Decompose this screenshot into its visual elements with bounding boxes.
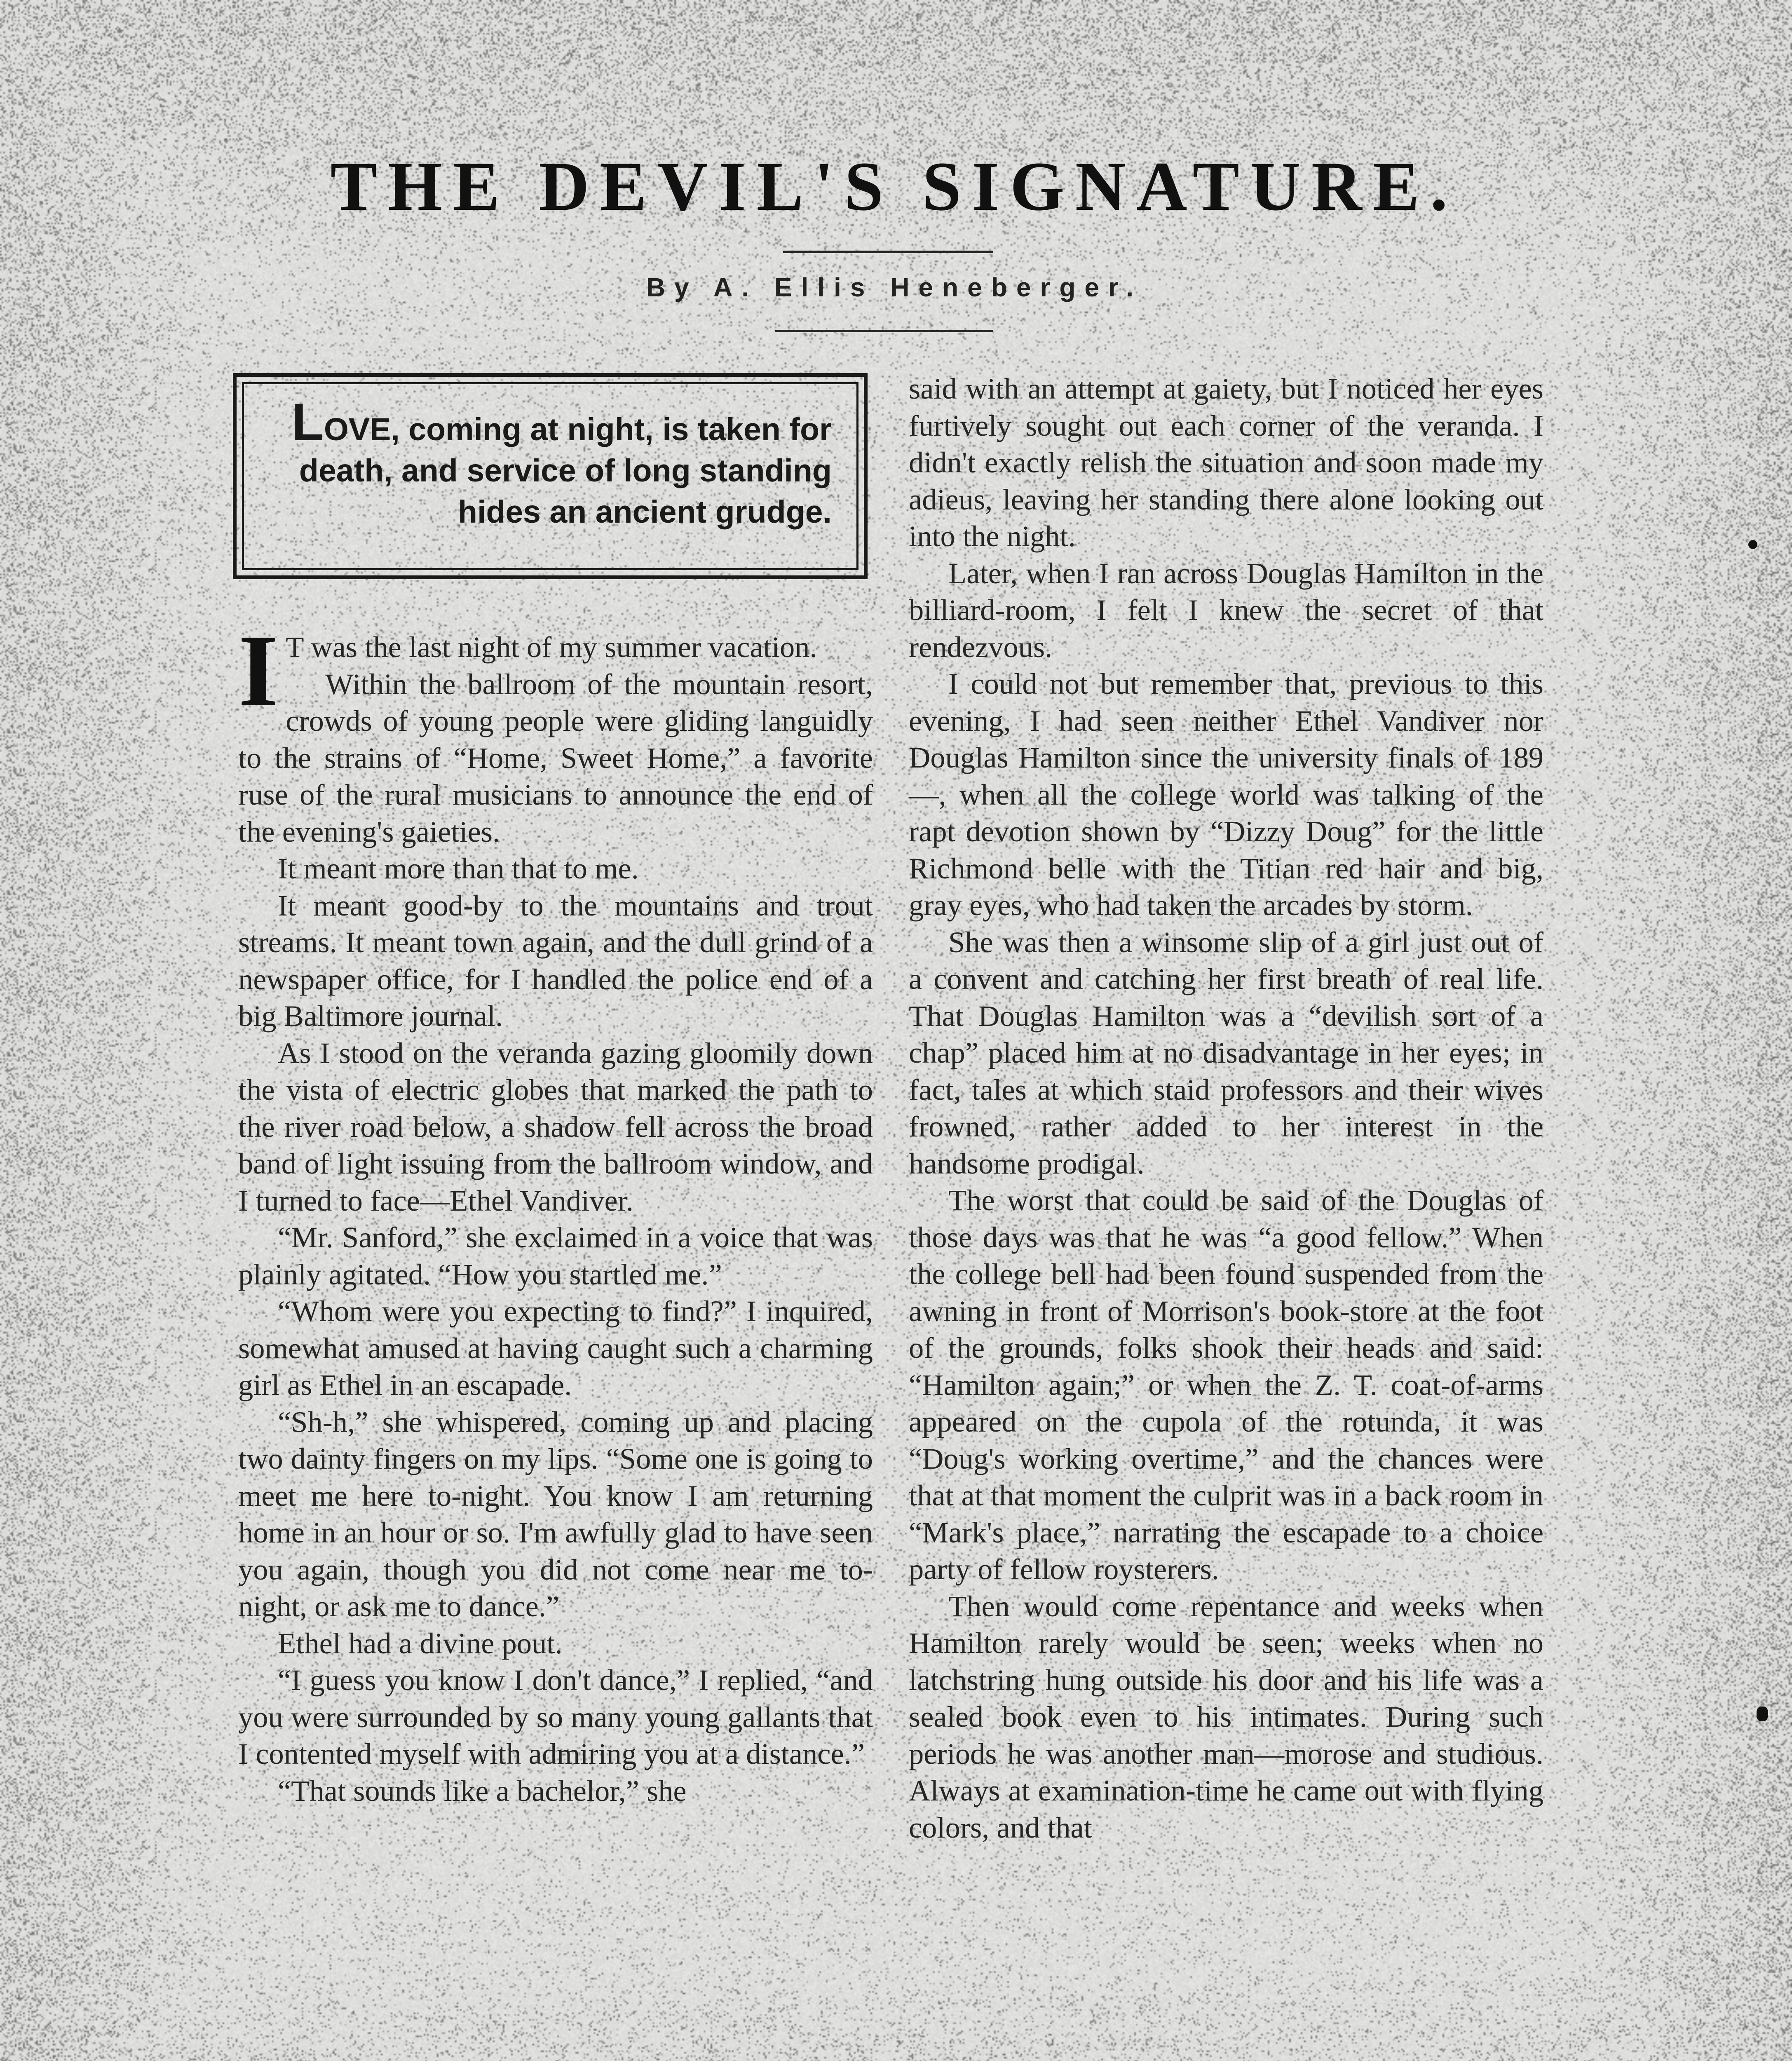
continued-paragraph: said with an attempt at gaiety, but I noticed her eyes furtively sought out each corner of the veranda. I didn't exactly relish the situation and soon made my adieus, leaving her standing there alone looking out into the night. (909, 372, 1543, 553)
paragraph: “Sh-h,” she whispered, coming up and placing two dainty fingers on my lips. “Some one is going to meet me here to-night. You know I am returning home in an hour or so. I'm awfully glad to have seen you again, though you did not come near me to-night, or ask me to dance.” (238, 1405, 873, 1623)
paragraph: The worst that could be said of the Douglas of those days was that he was “a good fellow.” When the college bell had been found suspended from the awning in front of Morrison's book-store at the foot of the grounds, folks shook their heads and said: “Hamilton again;” or when the Z. T. coat-of-arms appeared on the cupola of the rotunda, it was “Doug's working overtime,” and the chances were that at that moment the culprit was in a back room in “Mark's place,” narrating the escapade to a choice party of fellow roysterers. (909, 1183, 1543, 1586)
paragraph: Ethel had a divine pout. (278, 1626, 563, 1660)
paragraph: She was then a winsome slip of a girl just out of a convent and catching her first breath of real life. That Douglas Hamilton was a “devilish sort of a chap” placed him at no disadvantage in her eyes; in fact, tales at which staid professors and their wives frowned, rather added to her interest in the handsome prodigal. (909, 925, 1543, 1180)
paragraph: “That sounds like a bachelor,” she (278, 1774, 687, 1807)
paragraph: Later, when I ran across Douglas Hamilton in the billiard-room, I felt I knew the secret of that rendezvous. (909, 556, 1543, 664)
margin-mark (1757, 1707, 1768, 1721)
paragraph: “Mr. Sanford,” she exclaimed in a voice that was plainly agitated. “How you startled me.” (238, 1221, 873, 1291)
paragraph: “Whom were you expecting to find?” I inquired, somewhat amused at having caught such a charming girl as Ethel in an escapade. (238, 1294, 873, 1401)
paragraph: I could not but remember that, previous to this evening, I had seen neither Ethel Vandiver nor Douglas Hamilton since the university finals of 189—, when all the college world was talking of the rapt devotion shown by “Dizzy Doug” for the little Richmond belle with the Titian red hair and big, gray eyes, who had taken the arcades by storm. (909, 667, 1543, 922)
left-column (238, 614, 873, 1809)
right-column (909, 370, 1543, 1846)
paragraph: As I stood on the veranda gazing gloomily down the vista of electric globes that marked the path to the river road below, a shadow fell across the broad band of light issuing from the ballroom window, and I turned to face—Ethel Vandiver. (238, 1036, 873, 1217)
byline-divider (775, 330, 993, 332)
opening-paragraph (238, 614, 873, 728)
byline: By A. Ellis Heneberger. (646, 272, 1143, 302)
story-title: THE DEVIL'S SIGNATURE. (330, 148, 1459, 225)
intro-box-inner (242, 382, 858, 570)
paragraph: Then would come repentance and weeks when Hamilton rarely would be seen; weeks when no latchstring hung outside his door and his life was a sealed book even to his intimates. During such periods he was another man—morose and studious. Always at examination-time he came out with flying colors, and that (909, 1589, 1543, 1844)
intro-box (233, 373, 868, 579)
intro-initial: L (291, 393, 324, 452)
paragraph: “I guess you know I don't dance,” I replied, “and you were surrounded by so many young gallants that I contented myself with admiring you at a distance.” (238, 1663, 873, 1770)
opening-text: T was the last night of my summer vacation. (286, 630, 817, 664)
intro-text: OVE, coming at night, is taken for death, and service of long standing hides an ancient grudge. (299, 412, 832, 530)
paragraph: It meant more than that to me. (278, 852, 639, 885)
title-divider (783, 251, 993, 253)
margin-dot (1748, 540, 1757, 549)
paragraph: It meant good-by to the mountains and trout streams. It meant town again, and the dull grind of a newspaper office, for I handled the police end of a big Baltimore journal. (238, 888, 873, 1033)
paragraph: Within the ballroom of the mountain resort, crowds of young people were gliding languidly to the strains of “Home, Sweet Home,” a favorite ruse of the rural musicians to announce the end of the evening's gaieties. (238, 667, 873, 848)
drop-cap: I (238, 614, 279, 728)
